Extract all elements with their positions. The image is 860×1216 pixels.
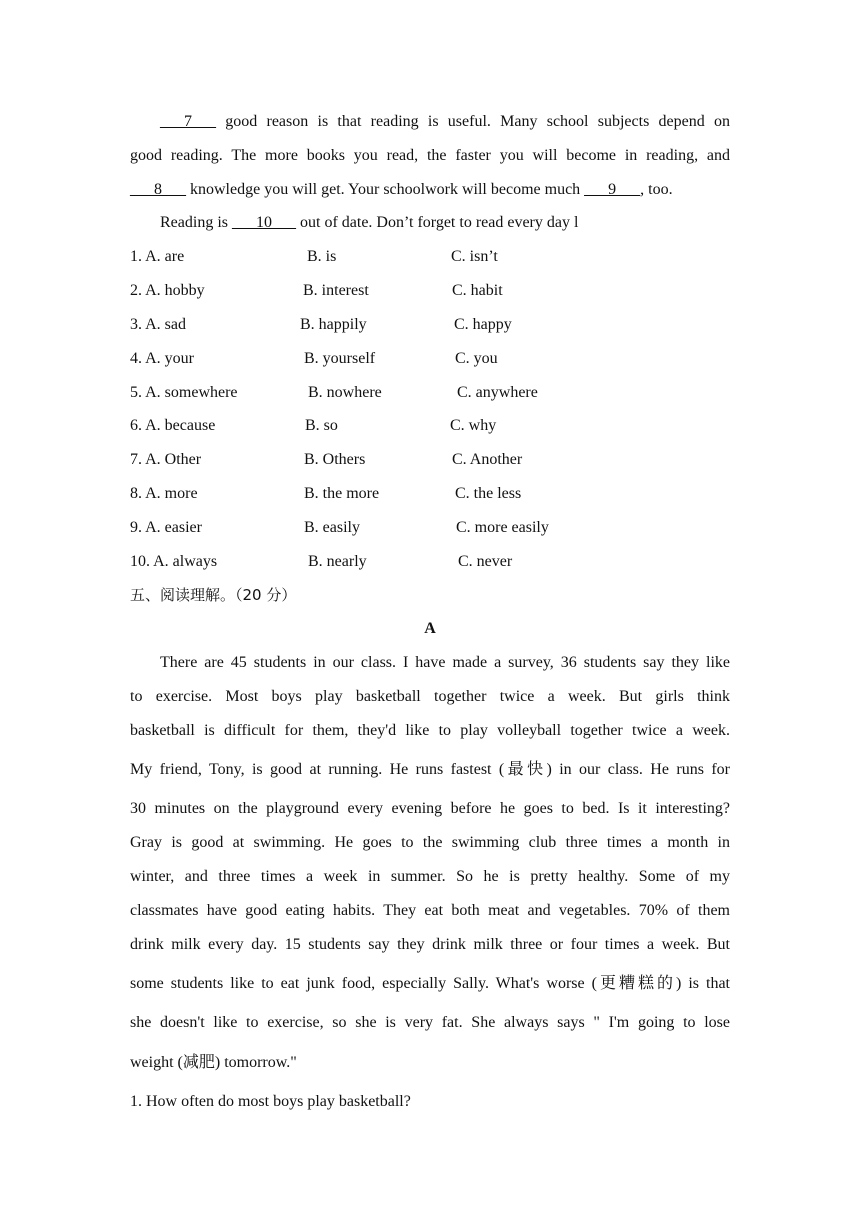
passage-line: My friend, Tony, is good at running. He runs fastest (最快) in our class. He runs for: [130, 761, 730, 778]
passage-line: to exercise. Most boys play basketball together twice a week. But girls think: [130, 688, 730, 705]
option-a: 3. A. sad: [130, 316, 186, 333]
blank-9: ___9___: [584, 181, 641, 198]
option-c: C. isn’t: [451, 248, 498, 265]
option-c: C. habit: [452, 282, 503, 299]
option-b: B. is: [307, 248, 337, 265]
option-b: B. the more: [304, 485, 380, 502]
option-a: 9. A. easier: [130, 519, 202, 536]
blank-7: ___7___: [160, 113, 216, 130]
option-b: B. yourself: [304, 350, 376, 367]
option-a: 4. A. your: [130, 350, 194, 367]
cloze-line-4: Reading is ___10___ out of date. Don’t forget to read every day l: [160, 214, 579, 231]
option-c: C. the less: [455, 485, 522, 502]
option-c: C. more easily: [456, 519, 549, 536]
passage-title: A: [424, 620, 436, 637]
passage-line: 30 minutes on the playground every evening before he goes to bed. Is it interesting?: [130, 800, 730, 817]
passage-line: basketball is difficult for them, they'd like to play volleyball together twice a week.: [130, 722, 730, 739]
passage-line: drink milk every day. 15 students say they drink milk three or four times a week. But: [130, 936, 730, 953]
section-heading: 五、阅读理解。（20 分）: [130, 586, 297, 604]
option-a: 2. A. hobby: [130, 282, 205, 299]
option-c: C. never: [458, 553, 513, 570]
option-b: B. nearly: [308, 553, 367, 570]
option-b: B. Others: [304, 451, 366, 468]
passage-line-last: weight (减肥) tomorrow.": [130, 1054, 297, 1071]
option-c: C. happy: [454, 316, 512, 333]
cloze-line-2: good reading. The more books you read, the faster you will become in reading, and: [130, 147, 730, 164]
option-a: 5. A. somewhere: [130, 384, 238, 401]
option-a: 10. A. always: [130, 553, 218, 570]
passage-line: some students like to eat junk food, especially Sally. What's worse (更糟糕的) is that: [130, 975, 730, 992]
cloze-line-3: ___8___ knowledge you will get. Your schoolwork will become much ___9___, too.: [130, 181, 673, 198]
passage-line: classmates have good eating habits. They eat both meat and vegetables. 70% of them: [130, 902, 730, 919]
question-1: 1. How often do most boys play basketball?: [130, 1093, 411, 1110]
option-a: 8. A. more: [130, 485, 198, 502]
option-b: B. so: [305, 417, 338, 434]
cloze-line-1: ___7___ good reason is that reading is useful. Many school subjects depend on: [160, 113, 730, 130]
option-b: B. happily: [300, 316, 367, 333]
option-b: B. easily: [304, 519, 360, 536]
option-b: B. nowhere: [308, 384, 382, 401]
option-b: B. interest: [303, 282, 369, 299]
option-c: C. why: [450, 417, 497, 434]
option-c: C. anywhere: [457, 384, 538, 401]
option-c: C. Another: [452, 451, 523, 468]
option-c: C. you: [455, 350, 498, 367]
passage-line: Gray is good at swimming. He goes to the swimming club three times a month in: [130, 834, 730, 851]
option-a: 7. A. Other: [130, 451, 202, 468]
blank-8: ___8___: [130, 181, 186, 198]
passage-line: There are 45 students in our class. I have made a survey, 36 students say they like: [160, 654, 730, 671]
option-a: 6. A. because: [130, 417, 216, 434]
passage-line: winter, and three times a week in summer. So he is pretty healthy. Some of my: [130, 868, 730, 885]
option-a: 1. A. are: [130, 248, 185, 265]
blank-10: ___10___: [232, 214, 296, 231]
passage-line: she doesn't like to exercise, so she is very fat. She always says " I'm going to lose: [130, 1014, 730, 1031]
